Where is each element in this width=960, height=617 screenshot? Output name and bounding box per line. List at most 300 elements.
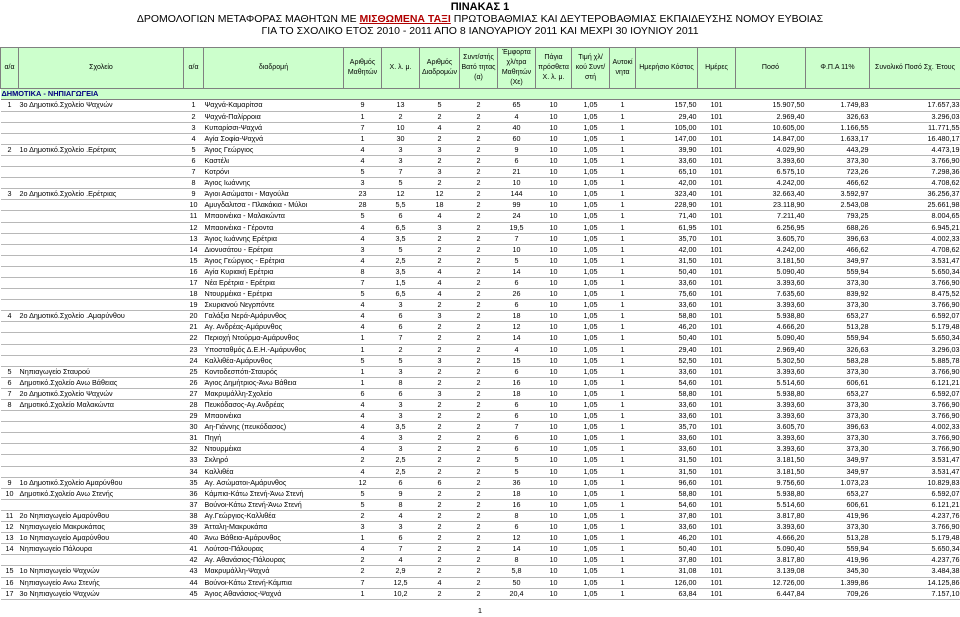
table-cell	[1, 344, 19, 355]
table-cell: 396,63	[806, 233, 870, 244]
table-cell: 101	[698, 588, 736, 599]
table-cell: 2	[460, 433, 498, 444]
table-cell: 7.298,36	[870, 167, 960, 178]
table-period: ΓΙΑ ΤΟ ΣΧΟΛΙΚΟ ΕΤΟΣ 2010 - 2011 ΑΠΟ 8 ΙΑΝΟΥΑΡΙΟΥ 2011 ΚΑΙ ΜΕΧΡΙ 30 ΙΟΥΝΙΟΥ 2011	[261, 25, 699, 37]
table-cell: 559,94	[806, 266, 870, 277]
table-cell: 2,5	[382, 455, 420, 466]
table-cell: 5.514,60	[736, 499, 806, 510]
table-cell: 15	[184, 255, 204, 266]
table-cell: 326,63	[806, 111, 870, 122]
table-cell: 101	[698, 244, 736, 255]
table-cell: 1ο Νηπιαγωγείο Αμαρύνθου	[19, 533, 184, 544]
table-cell: 2	[420, 133, 460, 144]
table-cell: 24	[184, 355, 204, 366]
table-cell: 513,28	[806, 322, 870, 333]
table-cell: 2	[420, 400, 460, 411]
table-cell: 5.090,40	[736, 266, 806, 277]
table-cell: 1,05	[572, 588, 610, 599]
table-row	[1, 377, 960, 388]
table-cell: 1,05	[572, 355, 610, 366]
table-cell: 46,20	[636, 322, 698, 333]
table-cell: Άγιος Γεώργιος - Ερέτρια	[204, 255, 344, 266]
table-cell: 101	[698, 411, 736, 422]
table-cell: 101	[698, 233, 736, 244]
table-cell: 1	[610, 144, 636, 155]
table-row	[1, 555, 960, 566]
column-header: Συνολικό Ποσό Σχ. Έτους	[870, 48, 960, 89]
table-cell: 33,60	[636, 522, 698, 533]
table-cell: 5.179,48	[870, 533, 960, 544]
table-cell: 10	[536, 289, 572, 300]
table-cell: 65,10	[636, 167, 698, 178]
table-cell: 2	[420, 522, 460, 533]
table-header	[1, 48, 960, 89]
table-cell: 39	[184, 522, 204, 533]
table-cell: Άγιος Ιωάννης	[204, 178, 344, 189]
table-cell: 1.749,83	[806, 100, 870, 111]
table-cell: 10	[536, 355, 572, 366]
table-cell: 2	[460, 444, 498, 455]
table-cell: 19,5	[498, 222, 536, 233]
table-cell: 4	[420, 211, 460, 222]
table-cell: 466,62	[806, 178, 870, 189]
table-cell: 2	[460, 300, 498, 311]
table-row	[1, 155, 960, 166]
table-cell: 6.592,07	[870, 488, 960, 499]
table-cell	[1, 155, 19, 166]
table-cell: 15	[498, 355, 536, 366]
table-cell: 6	[382, 533, 420, 544]
table-cell: 2	[460, 100, 498, 111]
table-cell: 3.592,97	[806, 189, 870, 200]
table-cell: 2	[420, 422, 460, 433]
table-cell: 10	[498, 244, 536, 255]
table-cell: 1	[610, 244, 636, 255]
table-cell: 96,60	[636, 477, 698, 488]
table-cell: 8	[498, 510, 536, 521]
table-cell: 4	[382, 555, 420, 566]
table-cell: 6.256,95	[736, 222, 806, 233]
table-cell: 4	[344, 400, 382, 411]
table-cell	[19, 444, 184, 455]
table-cell: 7	[498, 233, 536, 244]
column-header: διαδρομή	[204, 48, 344, 89]
table-cell: 40	[498, 122, 536, 133]
table-cell: 5.650,34	[870, 333, 960, 344]
table-cell: 3,5	[382, 266, 420, 277]
table-cell: 4	[1, 311, 19, 322]
table-cell: 12	[498, 322, 536, 333]
table-cell: 10	[536, 300, 572, 311]
column-header: Τιμή χλ/κού Συντ/στή	[572, 48, 610, 89]
table-cell: Άγιοι Ασώματοι - Μαγούλα	[204, 189, 344, 200]
table-cell: Μπαοινέικα - Μαλακώντα	[204, 211, 344, 222]
table-cell: 6	[1, 377, 19, 388]
table-cell: 1	[610, 266, 636, 277]
table-cell: 23	[184, 344, 204, 355]
table-cell: 101	[698, 255, 736, 266]
table-cell: 44	[184, 577, 204, 588]
table-cell: 8.004,65	[870, 211, 960, 222]
table-cell: Κοντοδεσπότι-Σταυρός	[204, 366, 344, 377]
table-cell	[19, 422, 184, 433]
table-cell: 3	[420, 144, 460, 155]
column-header: Αριθμός Μαθητών	[344, 48, 382, 89]
table-cell: 2	[344, 555, 382, 566]
table-cell: 5,8	[498, 566, 536, 577]
table-cell: 1,05	[572, 388, 610, 399]
table-cell: Νηπιαγωγείο Πάλουρα	[19, 544, 184, 555]
header-titles	[0, 0, 960, 37]
table-cell: 35	[184, 477, 204, 488]
table-cell: 23	[344, 189, 382, 200]
table-cell: 2	[460, 333, 498, 344]
table-cell: 6	[382, 388, 420, 399]
table-cell: Αγ. Αθανάσιος-Πάλουρας	[204, 555, 344, 566]
table-cell: 653,27	[806, 311, 870, 322]
table-cell: 2	[344, 510, 382, 521]
table-cell: Νηπιαγωγείο Σταυρού	[19, 366, 184, 377]
table-cell: 18	[184, 289, 204, 300]
table-cell: 1	[610, 178, 636, 189]
table-cell: 22	[184, 333, 204, 344]
table-row	[1, 277, 960, 288]
table-cell: 7	[498, 422, 536, 433]
table-cell: Αγία Κυριακή Ερέτρια	[204, 266, 344, 277]
table-cell	[19, 122, 184, 133]
table-row	[1, 577, 960, 588]
table-cell: 3.766,90	[870, 366, 960, 377]
table-cell: 5.938,80	[736, 388, 806, 399]
table-cell: 4	[420, 289, 460, 300]
table-cell: 4	[420, 122, 460, 133]
table-cell: 10	[536, 433, 572, 444]
table-cell: 3.766,90	[870, 433, 960, 444]
table-cell: 10,2	[382, 588, 420, 599]
table-cell: Άγιος Γεώργιος	[204, 144, 344, 155]
table-cell: 1	[610, 577, 636, 588]
table-cell: Καλλιθέα-Αμάρυνθος	[204, 355, 344, 366]
table-cell: 5.090,40	[736, 333, 806, 344]
table-cell: 24	[498, 211, 536, 222]
table-cell: 3	[344, 244, 382, 255]
column-header: Σχολείο	[19, 48, 184, 89]
table-cell: 1,05	[572, 211, 610, 222]
table-cell: 12	[420, 189, 460, 200]
table-cell: 2	[420, 366, 460, 377]
table-cell: 10	[536, 477, 572, 488]
table-cell: 33,60	[636, 300, 698, 311]
table-cell: 606,61	[806, 499, 870, 510]
table-cell: 6	[498, 400, 536, 411]
table-cell: 144	[498, 189, 536, 200]
table-cell: 1	[610, 466, 636, 477]
table-cell: 101	[698, 533, 736, 544]
table-cell: 58,80	[636, 311, 698, 322]
table-cell: 3ο Δημοτικό.Σχολείο Ψαχνών	[19, 100, 184, 111]
table-cell: 1	[344, 533, 382, 544]
table-cell: 1	[1, 100, 19, 111]
table-cell: 4.029,90	[736, 144, 806, 155]
table-cell: 1	[610, 277, 636, 288]
table-cell: 4.002,33	[870, 422, 960, 433]
table-cell: 101	[698, 522, 736, 533]
table-cell: 54,60	[636, 377, 698, 388]
table-cell: 3.296,03	[870, 111, 960, 122]
table-cell: 1,05	[572, 544, 610, 555]
table-cell: 1,05	[572, 499, 610, 510]
table-cell: 3,5	[382, 233, 420, 244]
table-cell: 5	[382, 244, 420, 255]
table-row	[1, 244, 960, 255]
table-cell: 349,97	[806, 466, 870, 477]
table-row	[1, 333, 960, 344]
table-cell: 16	[1, 577, 19, 588]
table-cell: 4	[344, 544, 382, 555]
table-cell: 39,90	[636, 144, 698, 155]
table-cell: Δημοτικό.Σχολείο Μαλακώντα	[19, 400, 184, 411]
table-cell: 6.447,84	[736, 588, 806, 599]
table-cell: 6	[498, 444, 536, 455]
table-cell: 1ο Νηπιαγωγείο Ψαχνών	[19, 566, 184, 577]
table-cell: 1,05	[572, 566, 610, 577]
table-cell: 36	[498, 477, 536, 488]
table-cell: 12	[184, 222, 204, 233]
table-cell: 101	[698, 133, 736, 144]
table-cell: 1	[610, 311, 636, 322]
table-row	[1, 466, 960, 477]
table-cell: 3	[420, 311, 460, 322]
table-cell: 2	[460, 322, 498, 333]
table-row	[1, 233, 960, 244]
table-cell: 101	[698, 400, 736, 411]
table-row	[1, 366, 960, 377]
table-row	[1, 122, 960, 133]
table-cell: 2	[460, 477, 498, 488]
table-cell: 7	[344, 277, 382, 288]
table-cell: 50,40	[636, 266, 698, 277]
table-cell: 8	[184, 178, 204, 189]
table-cell: 4.666,20	[736, 533, 806, 544]
table-cell: 3.766,90	[870, 277, 960, 288]
table-cell: 101	[698, 555, 736, 566]
table-cell: 2.543,08	[806, 200, 870, 211]
subtitle-pre: ΔΡΟΜΟΛΟΓΙΩΝ ΜΕΤΑΦΟΡΑΣ ΜΑΘΗΤΩΝ ΜΕ	[136, 13, 360, 25]
table-cell: 10	[536, 488, 572, 499]
table-cell	[19, 433, 184, 444]
table-row	[1, 533, 960, 544]
table-cell: Δημοτικό.Σχολείο Ανω Βάθειας	[19, 377, 184, 388]
table-cell: 14	[184, 244, 204, 255]
table-cell: 1,05	[572, 289, 610, 300]
table-cell: 4	[344, 433, 382, 444]
table-cell: 1,05	[572, 144, 610, 155]
table-cell: 2	[460, 266, 498, 277]
table-cell: 25.661,98	[870, 200, 960, 211]
table-cell: Νέα Ερέτρια - Ερέτρια	[204, 277, 344, 288]
table-cell: 1,05	[572, 422, 610, 433]
table-cell: Αγία Σοφία-Ψαχνά	[204, 133, 344, 144]
table-cell: 63,84	[636, 588, 698, 599]
table-cell: 1	[610, 566, 636, 577]
table-cell: 15.907,50	[736, 100, 806, 111]
table-cell: 10.829,83	[870, 477, 960, 488]
table-cell: 2	[460, 233, 498, 244]
table-cell: 101	[698, 466, 736, 477]
table-cell: 10	[536, 533, 572, 544]
table-cell: 8	[1, 400, 19, 411]
table-cell: 31	[184, 433, 204, 444]
table-cell: 10	[536, 277, 572, 288]
table-cell: 18	[498, 311, 536, 322]
table-cell: 2	[420, 411, 460, 422]
table-cell: 1	[610, 422, 636, 433]
table-cell: 101	[698, 333, 736, 344]
table-cell: 16	[498, 377, 536, 388]
table-cell: 1,05	[572, 433, 610, 444]
table-cell: 2	[460, 510, 498, 521]
table-cell: 16	[498, 499, 536, 510]
table-cell: 4.708,62	[870, 178, 960, 189]
table-cell: 1	[610, 477, 636, 488]
table-cell: 12.726,00	[736, 577, 806, 588]
table-cell: 4	[498, 344, 536, 355]
table-row	[1, 477, 960, 488]
table-cell: 31,50	[636, 466, 698, 477]
table-cell: 6	[382, 322, 420, 333]
table-cell	[19, 233, 184, 244]
table-cell: 1,05	[572, 444, 610, 455]
table-cell: 3.181,50	[736, 466, 806, 477]
table-cell: 2	[460, 122, 498, 133]
table-cell: 101	[698, 178, 736, 189]
table-cell: 2	[460, 144, 498, 155]
table-cell: 709,26	[806, 588, 870, 599]
table-cell: 14	[1, 544, 19, 555]
table-cell: 10	[536, 167, 572, 178]
table-body	[1, 89, 960, 599]
table-cell	[19, 211, 184, 222]
table-cell: 1	[610, 300, 636, 311]
table-cell: Νηπιαγωγείο Ανω Στενής	[19, 577, 184, 588]
table-cell: Άγιος Δημήτριος-Άνω Βάθεια	[204, 377, 344, 388]
table-cell	[19, 499, 184, 510]
table-cell: 30	[382, 133, 420, 144]
table-cell: Αγ. Ασώματοι-Αμάρυνθος	[204, 477, 344, 488]
table-cell: 11	[1, 510, 19, 521]
table-cell: 15	[1, 566, 19, 577]
table-cell: 58,80	[636, 488, 698, 499]
table-cell: 5	[420, 100, 460, 111]
table-cell: 5	[184, 144, 204, 155]
table-cell: 12,5	[382, 577, 420, 588]
table-cell: 6	[498, 433, 536, 444]
table-cell: 33	[184, 455, 204, 466]
table-cell: 6	[498, 277, 536, 288]
table-cell: 2	[460, 189, 498, 200]
table-cell: 1	[610, 189, 636, 200]
table-cell: Αγ. Ανδρέας-Αμάρυνθος	[204, 322, 344, 333]
table-cell: 349,97	[806, 255, 870, 266]
table-cell: 10	[536, 555, 572, 566]
table-cell: Κάμπια-Κάτω Στενή-Άνω Στενή	[204, 488, 344, 499]
table-cell: 653,27	[806, 488, 870, 499]
table-cell: 65	[498, 100, 536, 111]
table-cell: 443,29	[806, 144, 870, 155]
table-cell	[19, 111, 184, 122]
table-cell: 6	[498, 522, 536, 533]
table-row	[1, 255, 960, 266]
table-cell: 2	[460, 411, 498, 422]
table-cell: 10	[536, 344, 572, 355]
table-cell: 3	[382, 155, 420, 166]
table-cell: 1ο Δημοτικό.Σχολείο .Ερέτριας	[19, 144, 184, 155]
table-cell	[1, 111, 19, 122]
table-cell: 2	[420, 244, 460, 255]
table-cell: 5.514,60	[736, 377, 806, 388]
table-cell: 653,27	[806, 388, 870, 399]
table-cell: Άγιος Αθανάσιος-Ψαχνά	[204, 588, 344, 599]
table-cell	[1, 211, 19, 222]
table-cell: 10	[536, 577, 572, 588]
table-cell: Ψαχνά-Καμαρίτσα	[204, 100, 344, 111]
table-cell: 4.708,62	[870, 244, 960, 255]
table-cell: 5	[382, 355, 420, 366]
table-cell: 41	[184, 544, 204, 555]
table-cell: 4	[344, 255, 382, 266]
table-cell: 1,05	[572, 167, 610, 178]
table-cell: 4.242,00	[736, 244, 806, 255]
table-cell: 14	[498, 266, 536, 277]
table-cell	[19, 155, 184, 166]
table-cell	[19, 466, 184, 477]
table-cell: 2	[460, 167, 498, 178]
table-cell: 1	[610, 522, 636, 533]
table-cell: 6.121,21	[870, 499, 960, 510]
table-cell	[1, 244, 19, 255]
table-cell: 419,96	[806, 555, 870, 566]
table-cell: 2	[420, 255, 460, 266]
table-cell: 10	[536, 255, 572, 266]
table-cell: 3.766,90	[870, 411, 960, 422]
table-cell: 1	[610, 488, 636, 499]
table-cell	[1, 122, 19, 133]
table-cell: 1,05	[572, 366, 610, 377]
table-cell: 36	[184, 488, 204, 499]
table-cell: 4	[344, 411, 382, 422]
table-cell: 10	[184, 200, 204, 211]
table-cell: 5	[382, 178, 420, 189]
table-cell: 4.237,76	[870, 510, 960, 521]
table-row	[1, 189, 960, 200]
table-cell: 16.480,17	[870, 133, 960, 144]
table-row	[1, 422, 960, 433]
table-cell: 1	[610, 388, 636, 399]
table-cell: 3.605,70	[736, 233, 806, 244]
table-cell: 1	[610, 255, 636, 266]
table-cell: 33,60	[636, 411, 698, 422]
table-cell: 2	[382, 344, 420, 355]
table-cell: 2	[420, 377, 460, 388]
table-cell: 2	[420, 499, 460, 510]
table-cell: 101	[698, 444, 736, 455]
table-cell: 839,92	[806, 289, 870, 300]
table-cell: 1	[610, 200, 636, 211]
table-cell: 5	[344, 211, 382, 222]
table-cell: 3.181,50	[736, 455, 806, 466]
column-header: Φ.Π.Α 11%	[806, 48, 870, 89]
table-cell: 2	[460, 344, 498, 355]
